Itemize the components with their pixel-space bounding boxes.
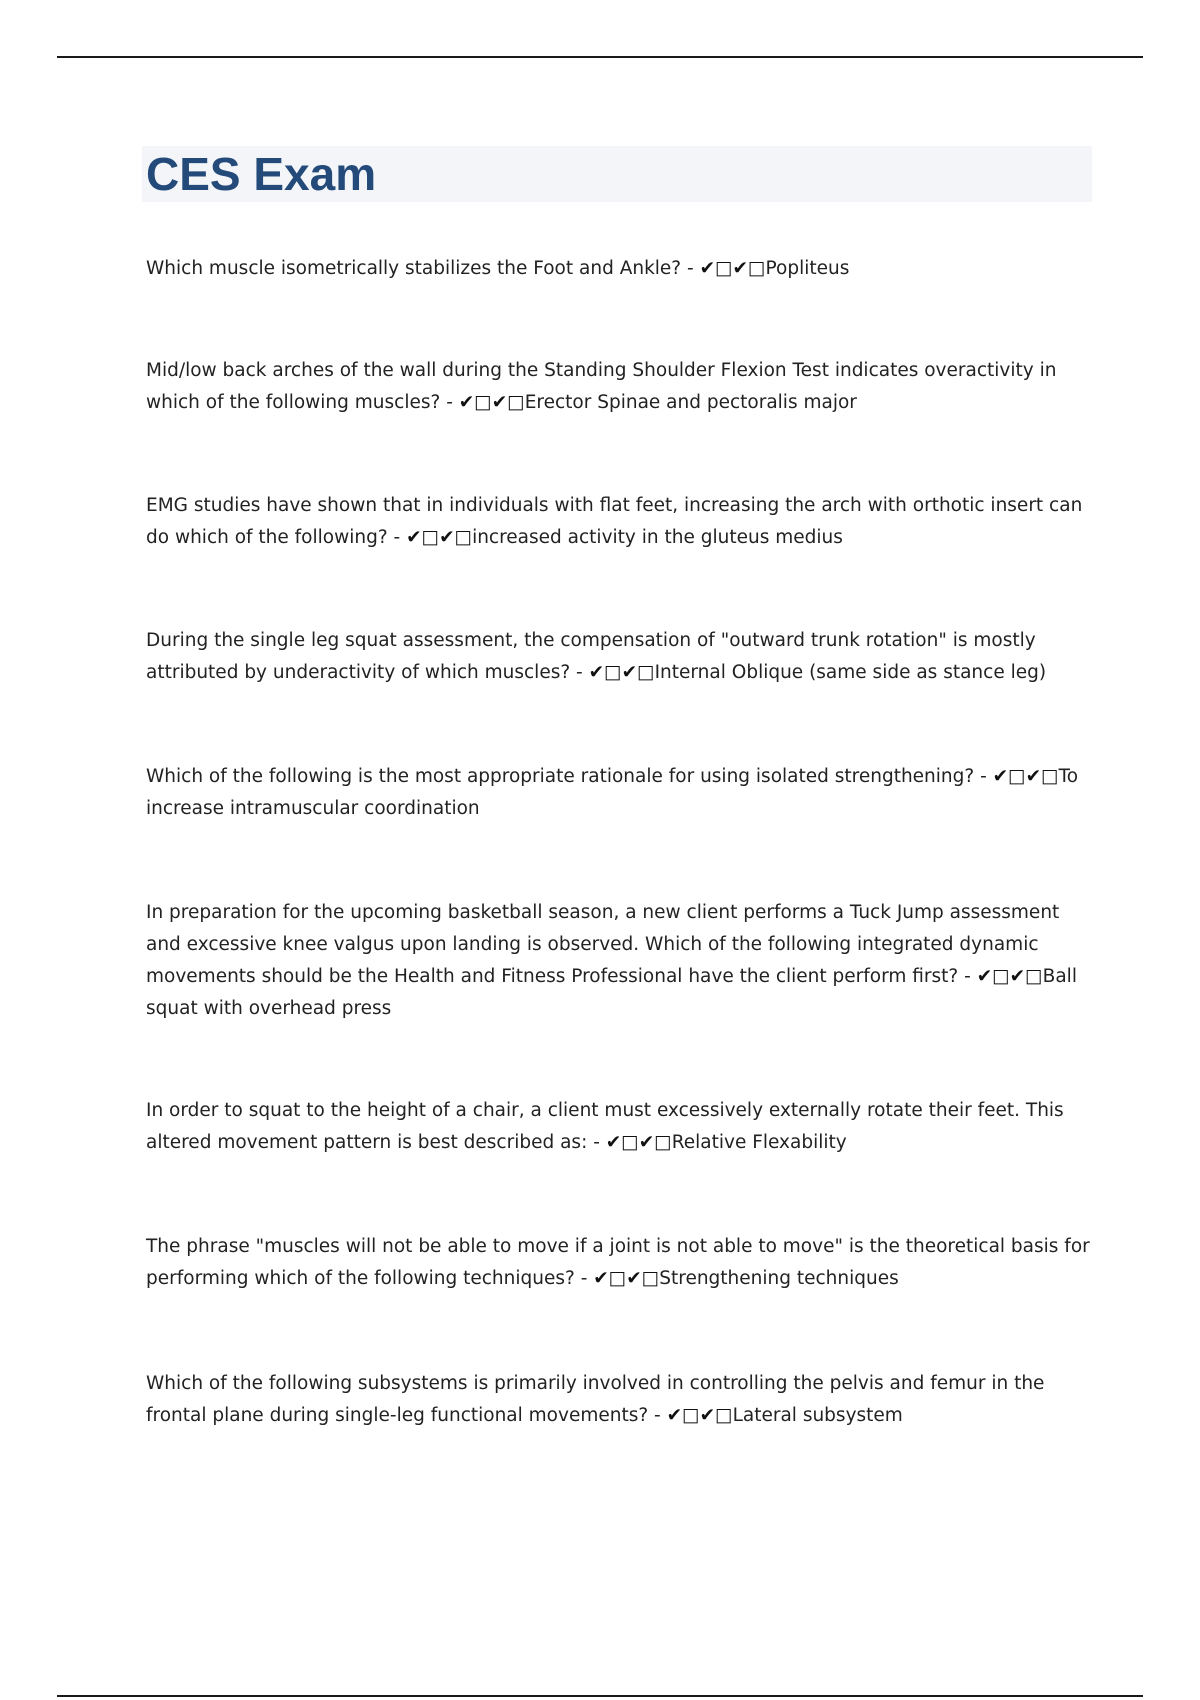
answer-check-icon: ✔□✔□ — [588, 662, 655, 683]
question-text: Which of the following subsystems is primarily involved in controlling the pelvis and femur in the frontal plane during single-leg functional movements? — [146, 1373, 1045, 1426]
qa-item — [146, 897, 1091, 1025]
answer-check-icon: ✔□✔□ — [699, 258, 766, 279]
question-text: During the single leg squat assessment, the compensation of "outward trunk rotation" is mostly attributed by underactivity of which muscles? — [146, 630, 1036, 683]
answer-check-icon: ✔□✔□ — [458, 392, 525, 413]
question-text: Which of the following is the most appropriate rationale for using isolated strengthening? — [146, 766, 975, 787]
question-text: EMG studies have shown that in individuals with flat feet, increasing the arch with orthotic insert can do which of the following? — [146, 495, 1083, 548]
separator: - — [574, 1268, 594, 1289]
qa-item — [146, 761, 1091, 825]
separator: - — [587, 1132, 606, 1153]
answer-text: To increase intramuscular coordination — [146, 766, 1079, 819]
separator: - — [681, 258, 700, 279]
answer-text: Erector Spinae and pectoralis major — [524, 392, 857, 413]
qa-item — [146, 625, 1091, 689]
document-title: CES Exam — [146, 148, 377, 200]
answer-check-icon: ✔□✔□ — [976, 966, 1043, 987]
answer-check-icon: ✔□✔□ — [666, 1405, 733, 1426]
answer-text: Strengthening techniques — [659, 1268, 899, 1289]
question-text: In order to squat to the height of a chair, a client must excessively externally rotate their feet. This altered movement pattern is best described as: — [146, 1100, 1064, 1153]
question-text: The phrase "muscles will not be able to move if a joint is not able to move" is the theoretical basis for performing which of the following techniques? — [146, 1236, 1090, 1289]
header-rule — [57, 56, 1143, 58]
answer-text: Ball squat with overhead press — [146, 966, 1077, 1019]
separator: - — [958, 966, 977, 987]
answer-check-icon: ✔□✔□ — [593, 1268, 660, 1289]
qa-item — [146, 490, 1091, 554]
answer-text: Popliteus — [765, 258, 850, 279]
question-text: Mid/low back arches of the wall during the Standing Shoulder Flexion Test indicates overactivity in which of the following muscles? — [146, 360, 1057, 413]
separator: - — [440, 392, 459, 413]
question-text: In preparation for the upcoming basketball season, a new client performs a Tuck Jump assessment and excessive knee valgus upon landing is observed. Which of the following integrated dynamic movements should be the Health and Fitness Professional have the client perform first? — [146, 902, 1060, 987]
qa-item — [146, 355, 1091, 419]
qa-item — [146, 1231, 1091, 1295]
separator: - — [570, 662, 589, 683]
answer-check-icon: ✔□✔□ — [992, 766, 1059, 787]
qa-item — [146, 1095, 1091, 1159]
separator: - — [648, 1405, 667, 1426]
answer-text: Internal Oblique (same side as stance leg) — [654, 662, 1047, 683]
separator: - — [387, 527, 407, 548]
answer-text: increased activity in the gluteus medius — [472, 527, 843, 548]
answer-check-icon: ✔□✔□ — [406, 527, 473, 548]
qa-item — [146, 1368, 1091, 1432]
answer-text: Relative Flexability — [671, 1132, 847, 1153]
answer-check-icon: ✔□✔□ — [605, 1132, 672, 1153]
answer-text: Lateral subsystem — [732, 1405, 903, 1426]
question-text: Which muscle isometrically stabilizes the Foot and Ankle? — [146, 258, 682, 279]
qa-item — [146, 253, 1091, 285]
footer-rule — [57, 1695, 1143, 1697]
separator: - — [974, 766, 993, 787]
